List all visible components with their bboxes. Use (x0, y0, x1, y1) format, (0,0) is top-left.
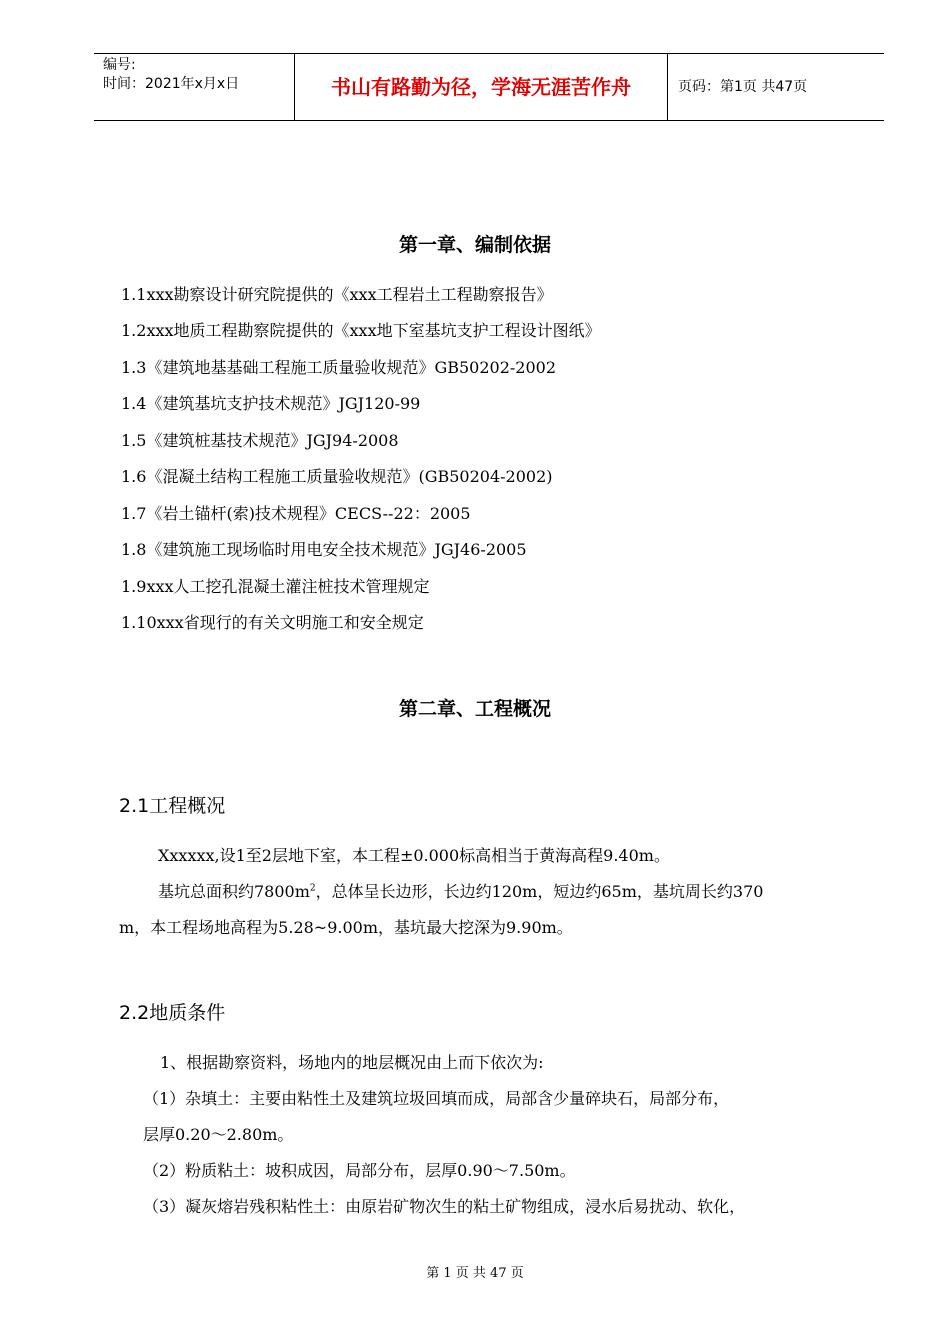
basis-item: 1.6《混凝土结构工程施工质量验收规范》(GB50204-2002) (121, 467, 553, 486)
chapter-1-title: 第一章、编制依据 (398, 234, 551, 256)
geology-layer: （1）杂填土：主要由粘性土及建筑垃圾回填而成，局部含少量碎块石，局部分布， (143, 1089, 730, 1108)
section-2-2-title: 2.2地质条件 (119, 1002, 226, 1024)
basis-item: 1.7《岩土锚杆(索)技术规程》CECS--22：2005 (121, 504, 471, 523)
header-motto: 书山有路勤为径，学海无涯苦作舟 (295, 54, 668, 120)
basis-item: 1.3《建筑地基基础工程施工质量验收规范》GB50202-2002 (121, 358, 557, 377)
basis-item: 1.9xxx人工挖孔混凝土灌注桩技术管理规定 (121, 577, 430, 596)
geology-layer: （3）凝灰熔岩残积粘性土：由原岩矿物次生的粘土矿物组成，浸水后易扰动、软化， (143, 1197, 746, 1216)
chapter-2-title: 第二章、工程概况 (398, 698, 551, 720)
area-unit-superscript: 2 (309, 883, 316, 894)
overview-paragraph: Xxxxxx,设1至2层地下室，本工程±0.000标高相当于黄海高程9.40m。 (158, 846, 670, 865)
page-footer: 第 1 页 共 47 页 (426, 1266, 524, 1281)
section-2-1-title: 2.1工程概况 (119, 795, 226, 817)
geology-layer: 层厚0.20～2.80m。 (143, 1125, 294, 1144)
header-meta (94, 54, 295, 120)
document-number: 编号: (103, 57, 136, 73)
geology-layer: （2）粉质粘土：坡积成因，局部分布，层厚0.90～7.50m。 (143, 1161, 576, 1180)
overview-paragraph (158, 879, 763, 902)
overview-paragraph: m，本工程场地高程为5.28~9.00m，基坑最大挖深为9.90m。 (119, 918, 573, 937)
page-header (94, 53, 884, 121)
basis-item: 1.5《建筑桩基技术规范》JGJ94-2008 (121, 431, 399, 450)
basis-item: 1.1xxx勘察设计研究院提供的《xxx工程岩土工程勘察报告》 (121, 285, 553, 304)
basis-item: 1.4《建筑基坑支护技术规范》JGJ120-99 (121, 394, 421, 413)
basis-item: 1.10xxx省现行的有关文明施工和安全规定 (121, 613, 424, 632)
geology-intro: 1、根据勘察资料，场地内的地层概况由上而下依次为: (160, 1053, 544, 1072)
area-text: 基坑总面积约7800m (158, 882, 310, 901)
dimensions-text: ，总体呈长边形，长边约120m，短边约65m，基坑周长约370 (315, 882, 764, 901)
basis-item: 1.8《建筑施工现场临时用电安全技术规范》JGJ46-2005 (121, 540, 527, 559)
document-time: 时间：2021年x月x日 (103, 76, 240, 92)
header-page-number: 页码：第1页 共47页 (678, 79, 808, 95)
basis-item: 1.2xxx地质工程勘察院提供的《xxx地下室基坑支护工程设计图纸》 (121, 321, 601, 340)
